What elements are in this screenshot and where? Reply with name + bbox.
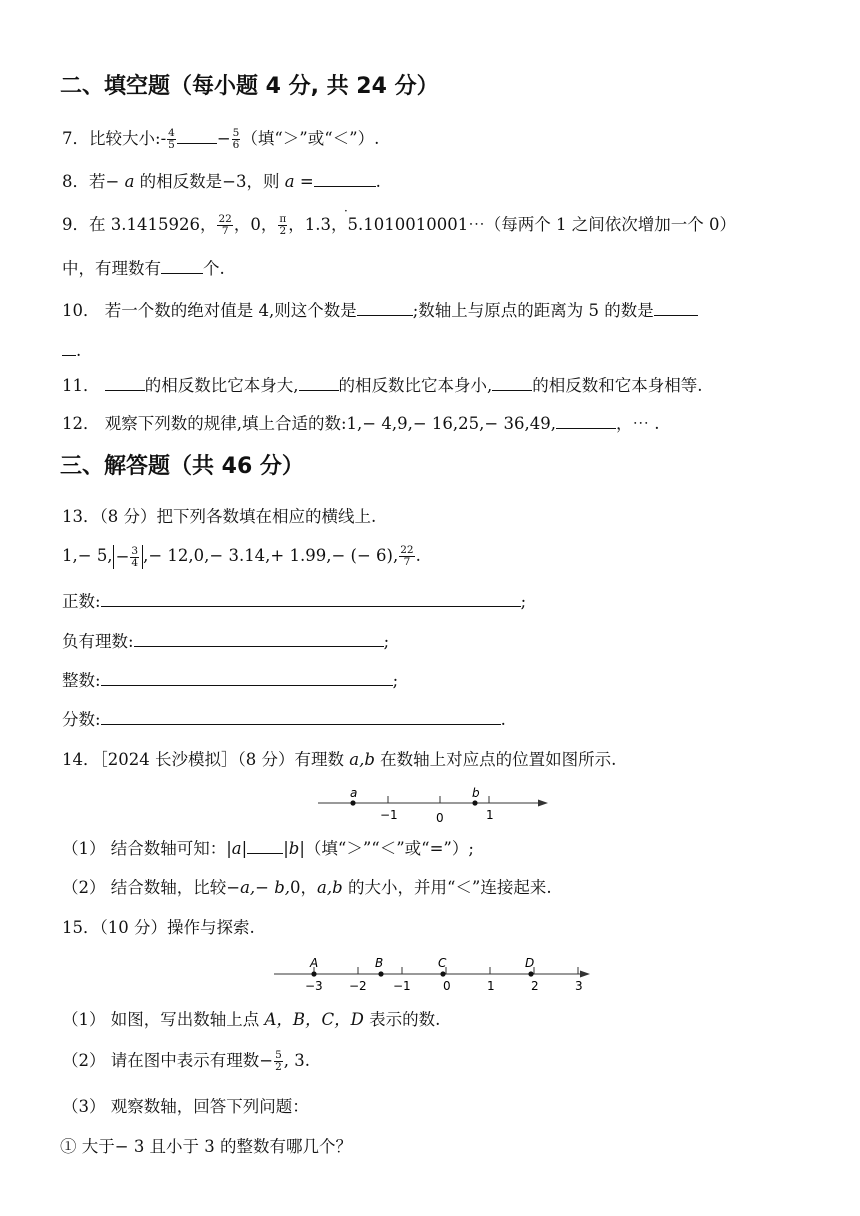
q8-tail: . <box>375 172 381 191</box>
q15-tick-label: −2 <box>349 979 367 993</box>
q10-text-b: ;数轴上与原点的距离为 5 的数是 <box>412 301 654 320</box>
question-15 <box>62 916 255 940</box>
q14-p1-abs-a: |a| <box>226 839 248 858</box>
section-heading-solve: 三、解答题（共 46 分） <box>60 454 304 479</box>
q8-equals: = <box>299 172 314 191</box>
q7-sign-2: − <box>216 129 231 148</box>
q14-part-2 <box>62 876 552 900</box>
q13-integer-label: 整数: <box>62 671 101 690</box>
q15-p2-fraction: $\frac{5}{2}$ <box>275 1049 282 1073</box>
q10-answer-blank-1[interactable] <box>357 299 413 316</box>
q15-label-d: D <box>525 956 535 970</box>
q7-fraction-2: $\frac{5}{6}$ <box>232 127 240 151</box>
q14-tick-1: 1 <box>486 808 494 822</box>
q9-line2-text: 中，有理数有 <box>62 259 161 278</box>
q9-fraction-22-7: $\frac{22}{7}$ <box>218 213 232 237</box>
q14-point-b <box>472 800 477 805</box>
q15-text: （10 分）操作与探索. <box>99 918 255 937</box>
q11-text-a: 的相反数比它本身大, <box>144 376 299 395</box>
q15-tick-label: 2 <box>531 979 539 993</box>
question-9-line-2 <box>62 257 225 281</box>
q13-fraction-22-7: $\frac{22}{7}$ <box>400 544 414 568</box>
q9-number: 9． <box>62 215 89 234</box>
q7-number: 7． <box>62 129 89 148</box>
q14-p2-vars: a,− b, <box>240 878 291 897</box>
q10-answer-blank-2-cont[interactable] <box>62 339 76 356</box>
q7-answer-blank[interactable] <box>177 127 217 144</box>
q14-number-line <box>310 784 560 826</box>
q14-p2-number: （2） <box>62 878 106 897</box>
q14-tick-minus-1: −1 <box>380 808 398 822</box>
q15-p2-number: （2） <box>62 1051 106 1070</box>
q8-var-a: a <box>124 172 135 191</box>
q14-p2-text-a: 结合数轴，比较− <box>110 878 241 897</box>
q14-p2-text-c: 的大小，并用“＜”连接起来. <box>347 878 552 897</box>
question-13 <box>62 505 376 529</box>
q15-point-c <box>440 971 445 976</box>
q9-text-a: 在 3.1415926， <box>89 215 217 234</box>
q15-p1-vars: A，B，C，D <box>264 1010 364 1029</box>
q15-p3-number: （3） <box>62 1097 106 1116</box>
q13-integer-row <box>62 669 398 693</box>
q7-fraction-1: $\frac{4}{5}$ <box>168 127 175 151</box>
q15-label-c: C <box>438 956 447 970</box>
q13-positive-end: ; <box>520 592 527 611</box>
q14-p1-answer-blank[interactable] <box>247 837 283 854</box>
q15-part-1 <box>62 1008 440 1032</box>
q14-p1-text: 结合数轴可知： <box>110 839 227 858</box>
q13-neg-rational-end: ; <box>383 632 390 651</box>
q15-sub-question-1: ① 大于− 3 且小于 3 的整数有哪几个？ <box>60 1137 353 1156</box>
q9-text-c: ，1.3，5.1010010001⋯（每两个 1 之间依次增加一个 0） <box>288 215 736 234</box>
q12-text-a: 观察下列数的规律,填上合适的数:1,− 4,9,− 16,25,− 36,49, <box>104 414 556 433</box>
q11-answer-blank-1[interactable] <box>105 374 145 391</box>
q7-text: 比较大小: <box>89 129 161 148</box>
q15-label-a: A <box>310 956 319 970</box>
question-7 <box>62 127 379 151</box>
q15-part-3 <box>62 1095 309 1119</box>
q8-number: 8． <box>62 172 89 191</box>
q13-fraction-row <box>62 708 506 732</box>
q8-text-b: 的相反数是−3，则 <box>139 172 280 191</box>
q8-text-a: 若− <box>89 172 120 191</box>
q14-tick-0: 0 <box>436 811 444 825</box>
q13-absolute-value: − $\frac{3}{4}$ <box>113 545 144 569</box>
q14-label-b: b <box>472 786 480 800</box>
q13-integer-end: ; <box>392 671 399 690</box>
q13-neg-rational-blank[interactable] <box>134 630 384 647</box>
q7-sign: - <box>160 129 167 148</box>
q13-nums-a: 1,− 5, <box>62 546 113 565</box>
q15-p1-number: （1） <box>62 1010 106 1029</box>
q12-answer-blank[interactable] <box>556 412 616 429</box>
q12-tail: ，⋯ . <box>615 414 660 433</box>
q11-answer-blank-3[interactable] <box>492 374 532 391</box>
q7-tail: （填“＞”或“＜”）. <box>241 129 380 148</box>
q11-text-c: 的相反数和它本身相等. <box>532 376 703 395</box>
q14-label-a: a <box>350 786 358 800</box>
q8-answer-blank[interactable] <box>314 170 376 187</box>
q13-nums-b: ,− 12,0,− 3.14,+ 1.99,− (− 6), <box>143 546 399 565</box>
q13-neg-rational-label: 负有理数: <box>62 632 134 651</box>
q14-p1-tail: （填“＞”“＜”或“=”）; <box>304 839 474 858</box>
q15-point-b <box>378 971 383 976</box>
q15-label-b: B <box>375 956 384 970</box>
q15-tick-label: −1 <box>393 979 411 993</box>
q15-number: 15． <box>62 918 100 937</box>
q14-p1-abs-b: |b| <box>283 839 305 858</box>
q15-p1-text-a: 如图，写出数轴上点 <box>110 1010 260 1029</box>
q15-part-2 <box>62 1049 310 1073</box>
q13-text: （8 分）把下列各数填在相应的横线上. <box>99 507 377 526</box>
q10-tail: . <box>76 341 82 360</box>
q14-text-a: ［2024 长沙模拟］（8 分）有理数 <box>99 750 344 769</box>
question-14 <box>62 748 616 772</box>
question-12 <box>62 412 659 436</box>
q11-number: 11． <box>62 376 100 395</box>
q12-number: 12． <box>62 414 100 433</box>
q15-tick-label: 3 <box>575 979 583 993</box>
question-10-line-2 <box>62 339 81 363</box>
q10-number: 10． <box>62 301 100 320</box>
q15-p2-text-a: 请在图中表示有理数− <box>110 1051 274 1070</box>
q13-number-list <box>62 544 421 569</box>
q14-text-b: 在数轴上对应点的位置如图所示. <box>380 750 617 769</box>
q10-text-a: 若一个数的绝对值是 4,则这个数是 <box>104 301 357 320</box>
q9-fraction-pi-2: $\frac{\pi}{2}$ <box>279 213 287 237</box>
section-heading-fill-in: 二、填空题（每小题 4 分, 共 24 分） <box>60 74 439 99</box>
q10-answer-blank-2[interactable] <box>654 299 698 316</box>
q15-p2-text-b: , 3. <box>283 1051 310 1070</box>
q15-tick-label: 1 <box>487 979 495 993</box>
q13-positive-label: 正数: <box>62 592 101 611</box>
q13-positive-blank[interactable] <box>101 590 521 607</box>
q15-point-d <box>528 971 533 976</box>
question-8 <box>62 170 381 194</box>
q13-number: 13． <box>62 507 100 526</box>
q15-p3-text: 观察数轴，回答下列问题： <box>110 1097 309 1116</box>
q15-p1-text-b: 表示的数. <box>369 1010 441 1029</box>
question-9 <box>62 213 736 237</box>
q13-positive-row <box>62 590 526 614</box>
q9-line2-tail: 个. <box>203 259 225 278</box>
q14-p2-text-b: 0， <box>290 878 318 897</box>
q13-fraction-blank[interactable] <box>101 708 501 725</box>
q14-p2-vars2: a,b <box>317 878 343 897</box>
q9-repeating-dot: · <box>344 204 348 218</box>
question-11 <box>62 374 703 398</box>
q13-nums-end: . <box>415 546 421 565</box>
q11-answer-blank-2[interactable] <box>299 374 339 391</box>
q14-vars: a,b <box>349 750 375 769</box>
q14-point-a <box>350 800 355 805</box>
q11-text-b: 的相反数比它本身小, <box>338 376 493 395</box>
q15-number-line <box>268 952 598 996</box>
q13-integer-blank[interactable] <box>101 669 393 686</box>
q13-fraction-label: 分数: <box>62 710 101 729</box>
q15-tick-label: 0 <box>443 979 451 993</box>
q9-answer-blank[interactable] <box>161 257 203 274</box>
question-10 <box>62 299 698 323</box>
q13-negative-rational-row <box>62 630 389 654</box>
q14-p1-number: （1） <box>62 839 106 858</box>
q14-number: 14． <box>62 750 100 769</box>
q15-point-a <box>311 971 316 976</box>
q8-var-a2: a <box>284 172 295 191</box>
q14-part-1 <box>62 837 474 861</box>
q9-text-b: ，0， <box>233 215 278 234</box>
q13-fraction-end: . <box>500 710 506 729</box>
q15-tick-label: −3 <box>305 979 323 993</box>
